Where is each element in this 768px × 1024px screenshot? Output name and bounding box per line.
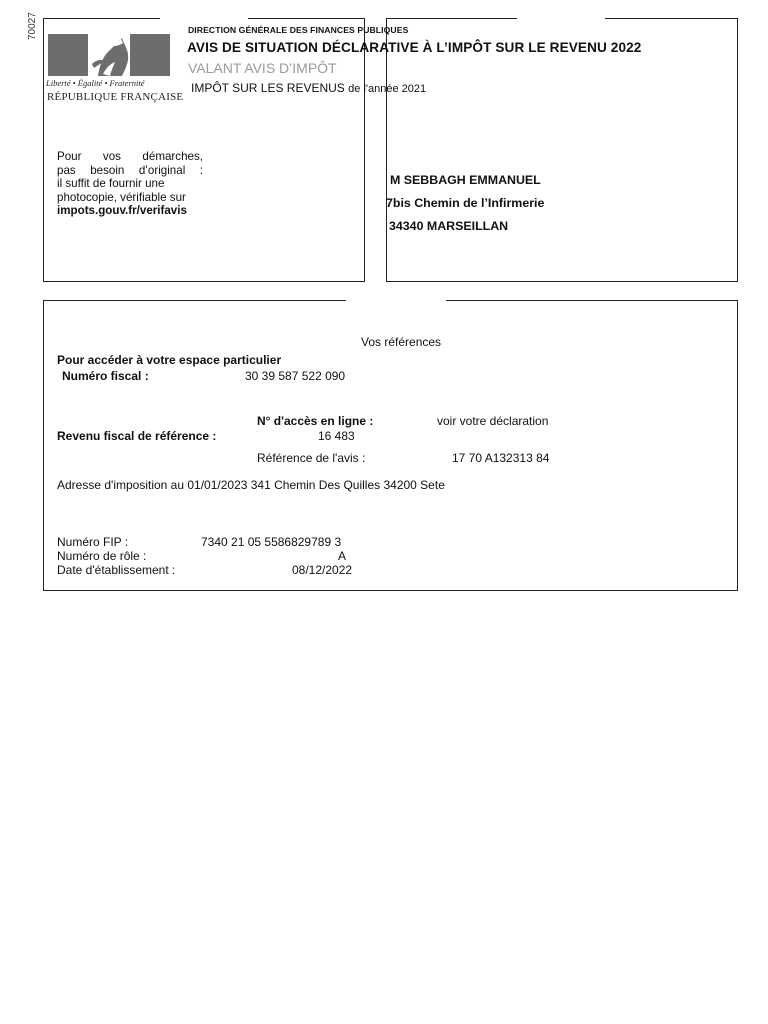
rfr-label: Revenu fiscal de référence : <box>57 429 217 443</box>
role-value: A <box>338 549 347 563</box>
border-gap <box>346 298 446 302</box>
income-line-main: IMPÔT SUR LES REVENUS <box>191 81 345 95</box>
recipient-name: M SEBBAGH EMMANUEL <box>390 173 541 187</box>
republic-label: RÉPUBLIQUE FRANÇAISE <box>47 91 184 103</box>
date-value: 08/12/2022 <box>292 563 353 577</box>
notice-ref-value: 17 70 A132313 84 <box>452 451 550 465</box>
header-right-frame <box>386 18 738 282</box>
tax-address: Adresse d'imposition au 01/01/2023 341 Chemin Des Quilles 34200 Sete <box>57 478 445 492</box>
document-title: AVIS DE SITUATION DÉCLARATIVE À L’IMPÔT SUR LE REVENU 2022 <box>187 40 642 55</box>
online-access-value: voir votre déclaration <box>437 414 549 428</box>
rfr-value: 16 483 <box>318 429 355 443</box>
notice-line: photocopie, vérifiable sur <box>57 190 186 204</box>
notice-line: Pour vos démarches, <box>57 150 203 163</box>
border-gap <box>517 16 605 20</box>
notice-ref-label: Référence de l'avis : <box>257 451 366 465</box>
date-label: Date d'établissement : <box>57 563 176 577</box>
recipient-city: 34340 MARSEILLAN <box>389 219 509 233</box>
fip-label: Numéro FIP : <box>57 535 129 549</box>
fiscal-number-label: Numéro fiscal : <box>62 369 149 383</box>
fip-value: 7340 21 05 5586829789 3 <box>201 535 342 549</box>
verification-link[interactable]: impots.gouv.fr/verifavis <box>57 204 187 217</box>
document-subtitle: VALANT AVIS D’IMPÔT <box>188 60 337 76</box>
income-line-tail: de l'année 2021 <box>348 83 427 95</box>
access-label: Pour accéder à votre espace particulier <box>57 353 282 367</box>
notice-line: il suffit de fournir une <box>57 177 165 190</box>
verification-notice <box>57 150 203 218</box>
recipient-street: 7bis Chemin de l’Infirmerie <box>386 196 545 210</box>
references-heading: Vos références <box>361 335 442 349</box>
online-access-label: N° d'accès en ligne : <box>257 414 374 428</box>
document-code: 70027 <box>27 12 38 40</box>
department-label: DIRECTION GÉNÉRALE DES FINANCES PUBLIQUES <box>188 25 409 35</box>
marianne-logo <box>48 34 170 76</box>
motto: Liberté • Égalité • Fraternité <box>46 78 145 88</box>
notice-line: pas besoin d’original : <box>57 163 203 177</box>
fiscal-number-value: 30 39 587 522 090 <box>245 369 346 383</box>
border-gap <box>160 16 248 20</box>
role-label: Numéro de rôle : <box>57 549 147 563</box>
income-year-line <box>191 81 426 95</box>
